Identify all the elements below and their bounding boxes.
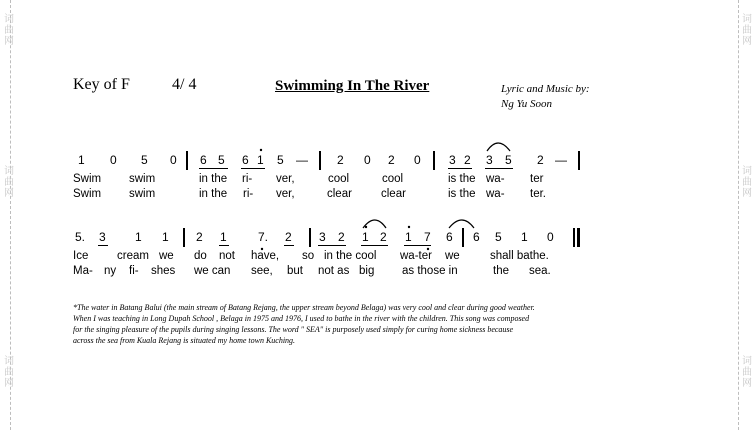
watermark-stack: 词 曲 网: [4, 166, 14, 199]
note: 3: [319, 230, 326, 244]
lyric: big: [359, 265, 375, 277]
lyric: clear: [327, 188, 352, 200]
note: 7.: [258, 230, 269, 244]
note: 3: [449, 153, 456, 167]
note: 5: [218, 153, 225, 167]
lyric: Ma-: [73, 265, 93, 277]
note: 2: [537, 153, 544, 167]
lyric: ri-: [243, 188, 254, 200]
lyric: cool: [328, 173, 350, 185]
note: 5: [505, 153, 512, 167]
watermark-stack: 词 曲 网: [742, 166, 752, 199]
note: 2: [338, 230, 345, 244]
lyric: but: [287, 265, 303, 277]
lyric: as those in: [402, 265, 458, 277]
lyric: ri-: [242, 173, 253, 185]
note: 2: [464, 153, 471, 167]
note: 1: [135, 230, 142, 244]
note: 2: [285, 230, 292, 244]
lyric: the: [493, 265, 509, 277]
footnote-line: across the sea from Kuala Rejang is situated my home town Kuching.: [73, 336, 296, 345]
lyric: sea.: [529, 265, 551, 277]
lyric: in the: [199, 173, 228, 185]
note: 0: [110, 153, 117, 167]
footnote-line: *The water in Batang Balui (the main stream of Batang Rejang, the upper stream beyond Belaga) was very cool and clear during good weather.: [73, 303, 535, 312]
octave-dot-low: [261, 248, 263, 250]
footnote-line: When I was teaching in Long Dupah School , Belaga in 1975 and 1976, I used to bathe in the river with the children. This song was composed: [73, 314, 530, 323]
note: 5: [141, 153, 148, 167]
note: 1: [162, 230, 169, 244]
note: 0: [364, 153, 371, 167]
composer-name: Ng Yu Soon: [501, 98, 552, 110]
lyric: wa-: [486, 188, 505, 200]
note: 0: [170, 153, 177, 167]
note: 6: [473, 230, 480, 244]
lyric: shall bathe.: [490, 250, 549, 262]
note: —: [296, 153, 308, 167]
watermark-stack: 词 曲 网: [4, 356, 14, 389]
lyric: not: [219, 250, 235, 262]
lyric: is the: [448, 173, 476, 185]
note: —: [555, 153, 567, 167]
watermark-stack: 词 曲 网: [742, 356, 752, 389]
lyric: in the cool: [324, 250, 377, 262]
lyric: ver,: [276, 173, 295, 185]
note: 7: [424, 230, 431, 244]
lyric: swim: [129, 188, 156, 200]
lyric: do: [194, 250, 207, 262]
note: 6: [242, 153, 249, 167]
key-signature: Key of F: [73, 76, 130, 93]
song-title: Swimming In The River: [275, 78, 430, 94]
note: 6: [446, 230, 453, 244]
note: 1: [521, 230, 528, 244]
octave-dot-high: [260, 149, 262, 151]
lyric: swim: [129, 173, 156, 185]
lyric: see,: [251, 265, 273, 277]
note: 1: [362, 230, 369, 244]
note: 5: [277, 153, 284, 167]
note: 0: [414, 153, 421, 167]
note: 3: [99, 230, 106, 244]
lyric: clear: [381, 188, 406, 200]
note: 1: [78, 153, 85, 167]
watermark-stack: 词 曲 网: [742, 14, 752, 47]
note: 0: [547, 230, 554, 244]
note: 1: [257, 153, 264, 167]
lyric: we: [445, 250, 460, 262]
lyric: we can: [194, 265, 231, 277]
lyric: ter.: [530, 188, 546, 200]
lyric: ny: [104, 265, 117, 277]
octave-dot-high: [408, 226, 410, 228]
credit-label: Lyric and Music by:: [501, 83, 590, 95]
note: 6: [200, 153, 207, 167]
watermark-stack: 词 曲 网: [4, 14, 14, 47]
lyric: have,: [251, 250, 280, 262]
lyric: ver,: [276, 188, 295, 200]
note: 5: [495, 230, 502, 244]
footnote: [73, 302, 673, 346]
lyric: so: [302, 250, 315, 262]
note: 3: [486, 153, 493, 167]
lyric: Swim: [73, 173, 102, 185]
note: 1: [405, 230, 412, 244]
lyric: in the: [199, 188, 228, 200]
slur: [449, 220, 474, 228]
lyric: cool: [382, 173, 404, 185]
note: 2: [337, 153, 344, 167]
lyric: is the: [448, 188, 476, 200]
lyric: Ice: [73, 250, 89, 262]
lyric: cream: [117, 250, 149, 262]
lyric: we: [159, 250, 174, 262]
note: 2: [196, 230, 203, 244]
footnote-line: for the singing pleasure of the pupils during singing lessons. The word " SEA" is purposely used simply for curing home sickness because: [73, 325, 514, 334]
lyric: not as: [318, 265, 350, 277]
note: 1: [220, 230, 227, 244]
lyric: shes: [151, 265, 176, 277]
octave-dot-low: [427, 248, 429, 250]
note: 2: [380, 230, 387, 244]
lyric: ter: [530, 173, 544, 185]
note: 2: [388, 153, 395, 167]
note: 5.: [75, 230, 86, 244]
lyric: wa-: [486, 173, 505, 185]
lyric: wa-ter: [400, 250, 432, 262]
time-signature: 4/ 4: [172, 76, 197, 93]
lyric: Swim: [73, 188, 102, 200]
octave-dot-high: [365, 226, 367, 228]
slur: [487, 143, 510, 151]
lyric: fi-: [129, 265, 139, 277]
